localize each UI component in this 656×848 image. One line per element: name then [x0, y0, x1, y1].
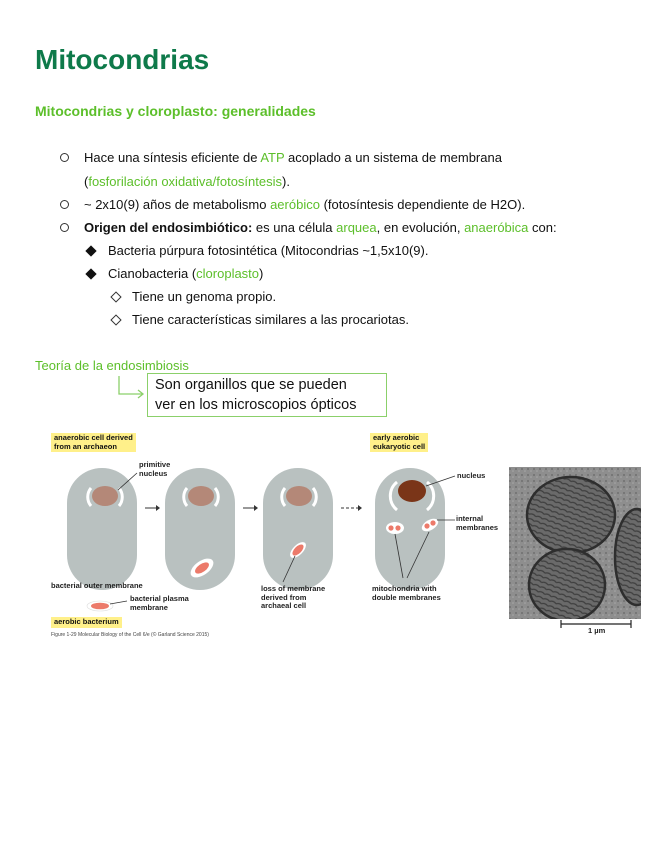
label-line: membrane [130, 602, 168, 612]
label-early-aerobic-cell [370, 433, 428, 452]
sub-bullet-1: Bacteria púrpura fotosintética (Mitocondrias ~1,5x10(9). [108, 243, 429, 258]
text: ) [259, 266, 264, 281]
label-internal-membranes [456, 515, 498, 532]
scale-bar [509, 618, 641, 632]
highlight-term: ATP [260, 150, 285, 165]
sub-sub-bullet-2: Tiene características similares a las procariotas. [132, 312, 409, 327]
label-mitochondria [372, 585, 441, 602]
label-line: archaeal cell [261, 601, 307, 610]
highlight-term: fosforilación oxidativa/fotosíntesis [88, 174, 282, 189]
mitochondrion [395, 525, 400, 530]
nucleus [398, 480, 426, 502]
text: acoplado a un sistema de membrana [284, 150, 502, 165]
nucleus [286, 486, 312, 506]
mitochondrion [388, 525, 393, 530]
text: ). [282, 174, 290, 189]
free-bacterium [91, 603, 109, 610]
bullet-diamond-outline-icon [110, 314, 121, 325]
bullet-circle-icon [60, 200, 69, 209]
arrow-icon [112, 376, 148, 402]
label-line: membranes [456, 522, 499, 532]
label-line: eukaryotic cell [373, 441, 426, 451]
page-title: Mitocondrias [35, 44, 210, 75]
label-line: loss of membrane [261, 584, 326, 593]
highlight-term: arquea [336, 220, 377, 235]
callout-line-2: ver en los microscopios ópticos [155, 397, 357, 413]
theory-label: Teoría de la endosimbiosis [35, 358, 189, 373]
section-subtitle: Mitocondrias y cloroplasto: generalidades [35, 103, 316, 119]
label-line: derived from [261, 592, 307, 602]
bullet-diamond-icon [85, 268, 96, 279]
bullet-circle-icon [60, 153, 69, 162]
bullet-3-line [84, 220, 557, 235]
text: (fotosíntesis dependiente de H2O). [319, 197, 526, 212]
label-line: nucleus [139, 468, 168, 478]
mitochondrion [430, 520, 435, 525]
label-line: primitive [139, 460, 171, 469]
bullet-circle-icon [60, 223, 69, 232]
callout-line-1: Son organillos que se pueden [155, 377, 347, 393]
highlight-term: aeróbico [270, 197, 320, 212]
highlight-term: cloroplasto [196, 266, 260, 281]
text: ~ 2x10(9) años de metabolismo [84, 197, 271, 212]
bullet-diamond-outline-icon [110, 291, 121, 302]
label-aerobic-bacterium: aerobic bacterium [51, 617, 122, 628]
label-nucleus: nucleus [457, 471, 486, 480]
scale-bar-label: 1 µm [588, 626, 606, 635]
electron-micrograph [509, 467, 641, 635]
sub-sub-bullet-1: Tiene un genoma propio. [132, 289, 277, 304]
label-line: from an archaeon [54, 441, 117, 451]
text: es una célula [252, 220, 337, 235]
bullet-1-line-2 [84, 174, 290, 189]
bullet-1-line-1 [84, 150, 502, 165]
text: Hace una síntesis eficiente de [84, 150, 261, 165]
label-line: internal [456, 514, 484, 523]
bullet-diamond-icon [85, 245, 96, 256]
primitive-nucleus [92, 486, 118, 506]
text: ( [84, 174, 89, 189]
nucleus [188, 486, 214, 506]
figure-caption: Figure 1-29 Molecular Biology of the Cell 6/e (© Garland Science 2015) [51, 632, 209, 638]
text: con: [528, 220, 557, 235]
bullet-2-line [84, 197, 525, 212]
label-line: mitochondria with [372, 584, 437, 593]
label-line: bacterial plasma [130, 594, 189, 603]
label-bacterial-plasma-membrane [130, 595, 189, 612]
highlight-term: anaeróbica [464, 220, 529, 235]
label-line: anaerobic cell derived [54, 433, 133, 442]
text: , en evolución, [376, 220, 465, 235]
bold-term: Origen del endosimbiótico: [84, 220, 253, 235]
label-primitive-nucleus [139, 461, 170, 478]
label-anaerobic-cell [51, 433, 136, 452]
label-line: early aerobic [373, 433, 420, 442]
sub-bullet-2 [108, 266, 263, 281]
mitochondrion [424, 523, 429, 528]
label-line: double membranes [372, 592, 441, 602]
text: Cianobacteria ( [108, 266, 197, 281]
label-loss-of-membrane [261, 585, 325, 611]
label-bacterial-outer-membrane: bacterial outer membrane [51, 581, 143, 590]
callout-box [147, 373, 387, 417]
